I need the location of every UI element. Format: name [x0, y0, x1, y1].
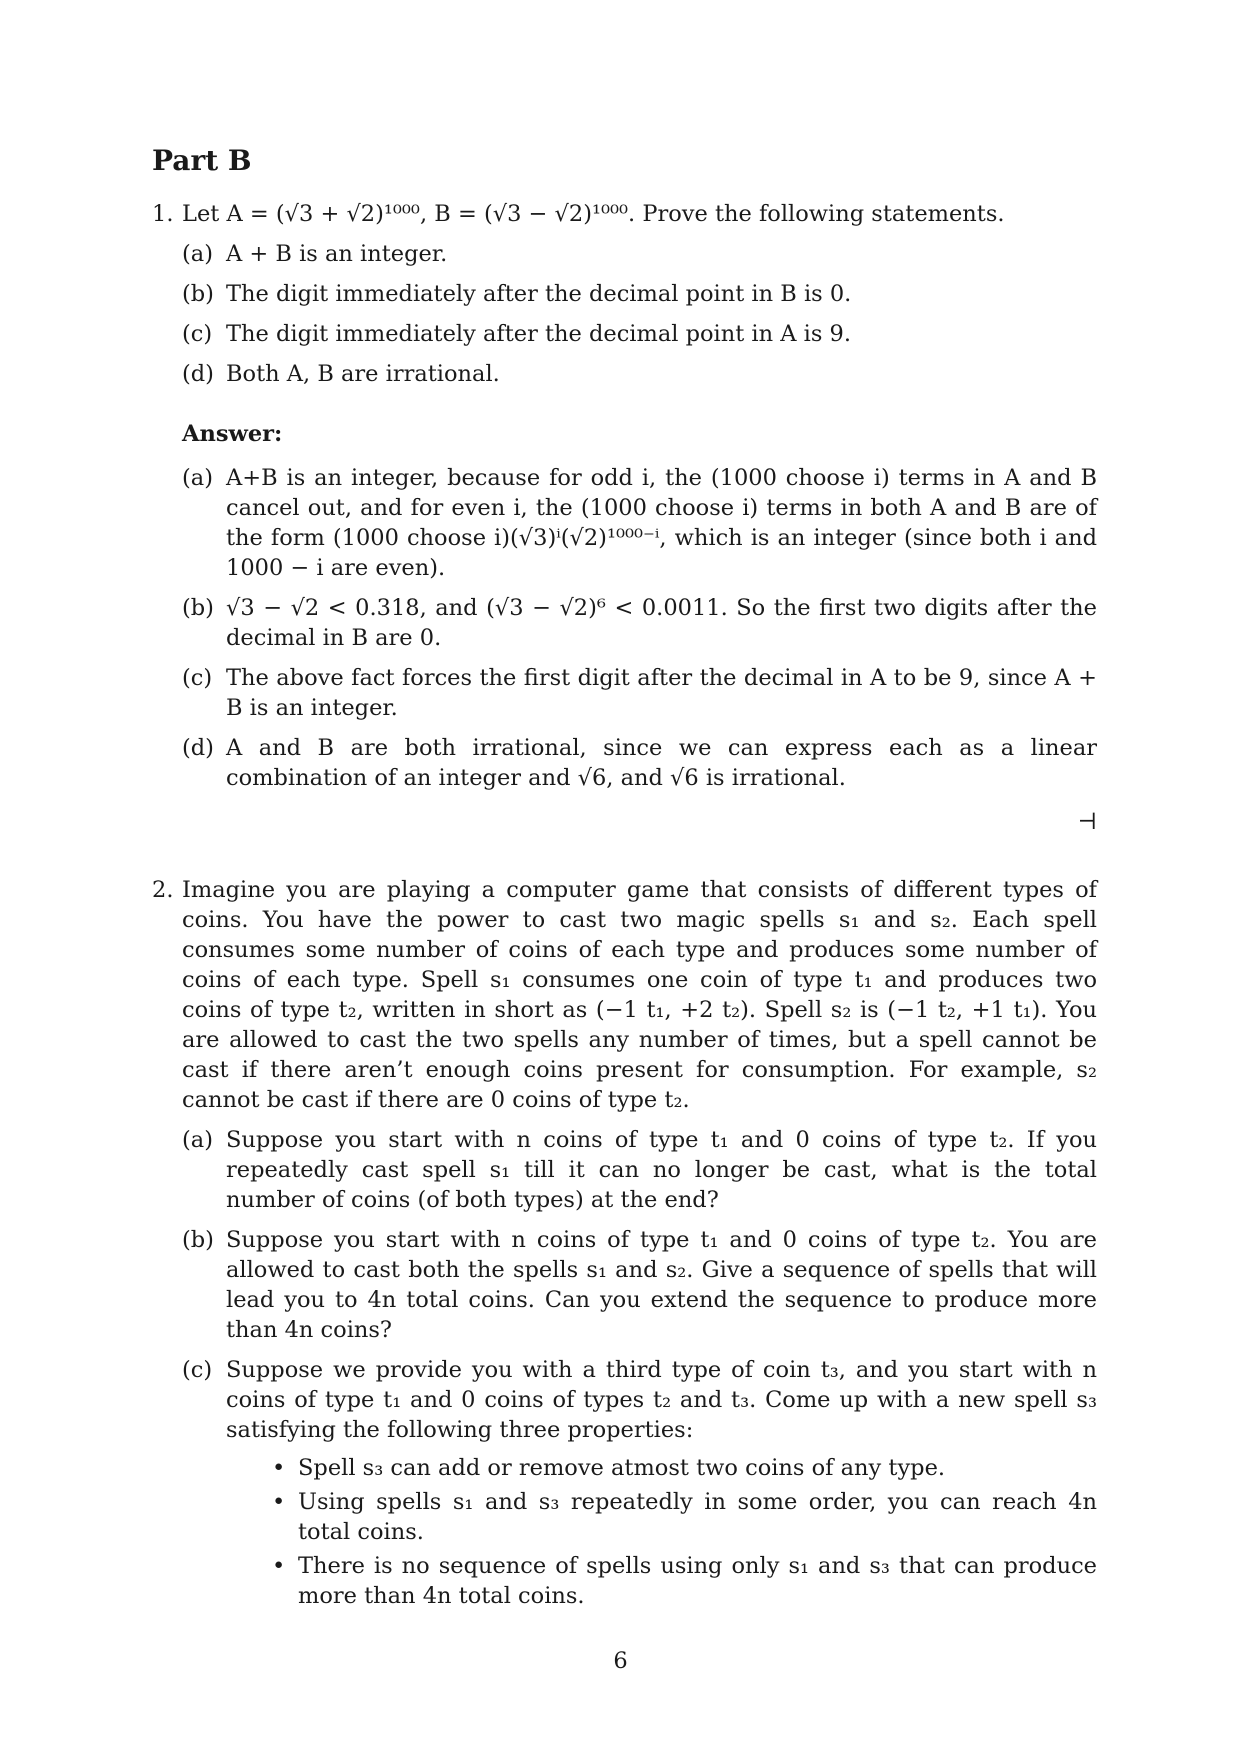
sub-label: (a) — [182, 1127, 213, 1153]
bullet-icon: • — [272, 1553, 286, 1579]
question-2 — [152, 875, 1097, 1611]
question-statement: Imagine you are playing a computer game that consists of different types of coins. You have the power to cast two magic spells s₁ and s₂. Each spell consumes some number of coins of each type and produces some number of coins of each type. Spell s₁ consumes one coin of type t₁ and produces two coins of type t₂, written in short as (−1 t₁, +2 t₂). Spell s₂ is (−1 t₂, +1 t₁). You are allowed to cast the two spells any number of times, but a spell cannot be cast if there aren’t enough coins present for consumption. For example, s₂ cannot be cast if there are 0 coins of type t₂. — [182, 877, 1097, 1113]
sub-text: The digit immediately after the decimal point in A is 9. — [226, 321, 852, 347]
sub-question — [182, 1225, 1097, 1345]
sub-text: Both A, B are irrational. — [226, 361, 500, 387]
answer-item — [182, 663, 1097, 723]
answer-item — [182, 463, 1097, 583]
page-content — [152, 145, 1097, 1611]
list-item — [268, 1551, 1097, 1611]
answer-text: A+B is an integer, because for odd i, the (1000 choose i) terms in A and B cancel out, and for even i, the (1000 choose i) terms in both A and B are of the form (1000 choose i)(√3)ⁱ(√2)¹⁰⁰⁰⁻ⁱ, which is an integer (since both i and 1000 − i are even). — [226, 465, 1097, 581]
sub-text: Suppose you start with n coins of type t₁ and 0 coins of type t₂. If you repeatedly cast spell s₁ till it can no longer be cast, what is the total number of coins (of both types) at the end? — [226, 1127, 1097, 1213]
sub-label: (c) — [182, 1357, 213, 1383]
list-item-text: Using spells s₁ and s₃ repeatedly in some order, you can reach 4n total coins. — [298, 1489, 1097, 1545]
answer-label: (c) — [182, 665, 213, 691]
answer-text: A and B are both irrational, since we can express each as a linear combination of an integer and √6, and √6 is irrational. — [226, 735, 1097, 791]
answer-item — [182, 593, 1097, 653]
sub-question — [182, 319, 1097, 349]
sub-text: A + B is an integer. — [226, 241, 448, 267]
answer-item — [182, 733, 1097, 793]
answer-text: √3 − √2 < 0.318, and (√3 − √2)⁶ < 0.0011. So the first two digits after the decimal in B are 0. — [226, 595, 1097, 651]
sub-question — [182, 1355, 1097, 1611]
question-1 — [152, 199, 1097, 837]
sub-question — [182, 1125, 1097, 1215]
sub-label: (d) — [182, 361, 214, 387]
sub-label: (b) — [182, 1227, 214, 1253]
sub-label: (c) — [182, 321, 213, 347]
list-item — [268, 1487, 1097, 1547]
sub-question — [182, 359, 1097, 389]
answer-text: The above fact forces the first digit after the decimal in A to be 9, since A + B is an integer. — [226, 665, 1097, 721]
page-number: 6 — [613, 1648, 628, 1674]
sub-question — [182, 239, 1097, 269]
sub-text: Suppose you start with n coins of type t₁ and 0 coins of type t₂. You are allowed to cast both the spells s₁ and s₂. Give a sequence of spells that will lead you to 4n total coins. Can you extend the sequence to produce more than 4n coins? — [226, 1227, 1097, 1343]
sub-label: (b) — [182, 281, 214, 307]
end-of-proof-mark: ⊣ — [1077, 809, 1097, 835]
list-item-text: Spell s₃ can add or remove atmost two coins of any type. — [298, 1455, 946, 1481]
answer-label: (a) — [182, 465, 213, 491]
question-number: 1. — [152, 201, 174, 227]
sub-label: (a) — [182, 241, 213, 267]
answer-label: (b) — [182, 595, 214, 621]
question-number: 2. — [152, 877, 174, 903]
list-item — [268, 1453, 1097, 1483]
part-title: Part B — [152, 144, 252, 177]
bullet-icon: • — [272, 1455, 286, 1481]
answer-label: (d) — [182, 735, 214, 761]
list-item-text: There is no sequence of spells using only s₁ and s₃ that can produce more than 4n total coins. — [298, 1553, 1097, 1609]
sub-text: Suppose we provide you with a third type of coin t₃, and you start with n coins of type t₁ and 0 coins of types t₂ and t₃. Come up with a new spell s₃ satisfying the following three properties: — [226, 1357, 1097, 1443]
question-statement: Let A = (√3 + √2)¹⁰⁰⁰, B = (√3 − √2)¹⁰⁰⁰. Prove the following statements. — [182, 201, 1005, 227]
bullet-icon: • — [272, 1489, 286, 1515]
sub-text: The digit immediately after the decimal point in B is 0. — [226, 281, 852, 307]
answer-heading: Answer: — [182, 421, 283, 447]
property-list — [268, 1453, 1097, 1611]
sub-question — [182, 279, 1097, 309]
